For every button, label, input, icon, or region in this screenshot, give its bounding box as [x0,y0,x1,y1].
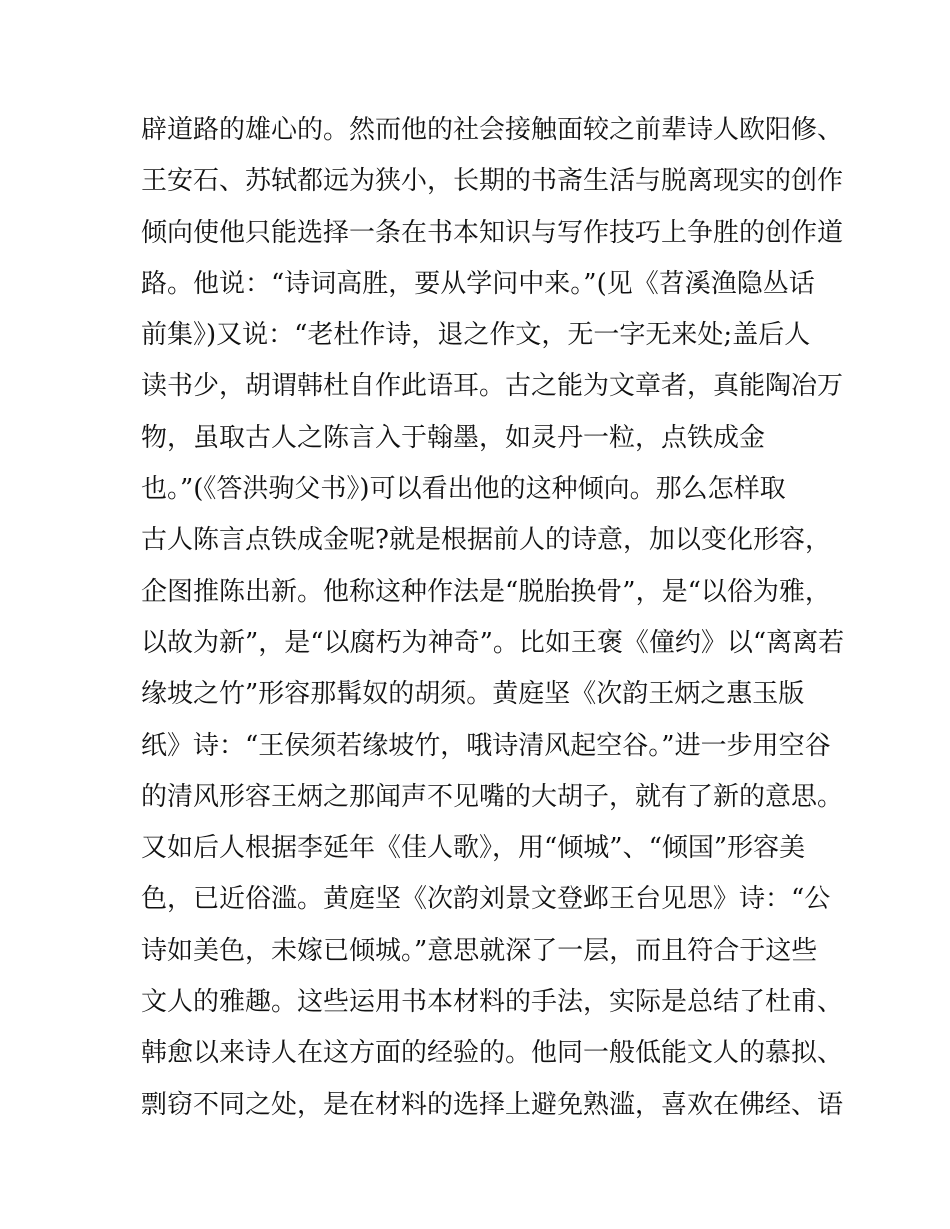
text-line: 古人陈言点铁成金呢?就是根据前人的诗意，加以变化形容， [141,525,831,556]
text-line: 色，已近俗滥。黄庭坚《次韵刘景文登邺王台见思》诗：“公 [141,884,831,915]
text-line: 路。他说：“诗词高胜，要从学问中来。”(见《苕溪渔隐丛话 [141,268,815,299]
text-line: 王安石、苏轼都远为狭小，长期的书斋生活与脱离现实的创作 [141,166,844,197]
text-line: 物，虽取古人之陈言入于翰墨，如灵丹一粒，点铁成金 [141,422,766,453]
text-line: 缘坡之竹”形容那髯奴的胡须。黄庭坚《次韵王炳之惠玉版 [141,679,805,710]
text-line: 企图推陈出新。他称这种作法是“脱胎换骨”，是“以俗为雅， [141,576,831,607]
text-line: 文人的雅趣。这些运用书本材料的手法，实际是总结了杜甫、 [141,987,844,1018]
text-line: 的清风形容王炳之那闻声不见嘴的大胡子，就有了新的意思。 [141,781,844,812]
text-line: 又如后人根据李延年《佳人歌》，用“倾城”、“倾国”形容美 [141,833,806,864]
text-line: 前集》)又说：“老杜作诗，退之作文，无一字无来处;盖后人 [141,320,811,351]
text-line: 辟道路的雄心的。然而他的社会接触面较之前辈诗人欧阳修、 [141,115,844,145]
text-line: 韩愈以来诗人在这方面的经验的。他同一般低能文人的慕拟、 [141,1038,844,1069]
text-line: 诗如美色，未嫁已倾城。”意思就深了一层，而且符合于这些 [141,935,818,966]
text-line: 倾向使他只能选择一条在书本知识与写作技巧上争胜的创作道 [141,217,844,248]
text-line: 也。”(《答洪驹父书》)可以看出他的这种倾向。那么怎样取 [141,474,786,505]
text-line: 纸》诗：“王侯须若缘坡竹，哦诗清风起空谷。”进一步用空谷 [141,730,831,761]
text-line: 以故为新”，是“以腐朽为神奇”。比如王褒《僮约》以“离离若 [141,627,845,658]
text-line: 剽窃不同之处，是在材料的选择上避免熟滥，喜欢在佛经、语 [141,1089,844,1120]
text-line: 读书少，胡谓韩杜自作此语耳。古之能为文章者，真能陶冶万 [141,371,844,402]
body-paragraph [141,105,845,1131]
